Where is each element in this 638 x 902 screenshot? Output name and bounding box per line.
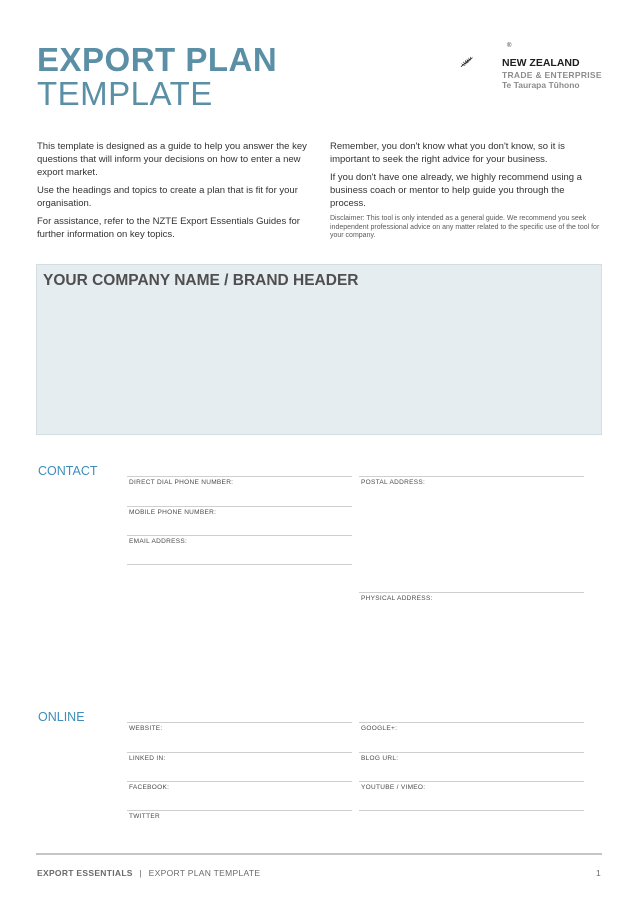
direct-phone-label: DIRECT DIAL PHONE NUMBER: <box>129 479 234 486</box>
intro-paragraph: Use the headings and topics to create a plan that is fit for your organisation. <box>37 185 298 209</box>
page-title-line2: TEMPLATE <box>37 75 213 112</box>
physical-address-label: PHYSICAL ADDRESS: <box>361 595 433 602</box>
mobile-phone-label: MOBILE PHONE NUMBER: <box>129 509 217 516</box>
logo-line-trade-enterprise: TRADE & ENTERPRISE <box>502 70 602 80</box>
footer-text <box>37 868 260 878</box>
footer-divider <box>36 853 602 855</box>
google-plus-label: GOOGLE+: <box>361 725 398 732</box>
youtube-vimeo-label: YOUTUBE / VIMEO: <box>361 784 426 791</box>
website-label: WEBSITE: <box>129 725 163 732</box>
logo-line-te-taurapa: Te Taurapa Tūhono <box>502 80 580 90</box>
field-divider <box>359 810 584 811</box>
blog-url-label: BLOG URL: <box>361 755 399 762</box>
intro-paragraph: For assistance, refer to the NZTE Export Essentials Guides for further information on key topics. <box>37 216 300 240</box>
field-divider <box>359 476 584 477</box>
field-divider <box>359 781 584 782</box>
fern-icon <box>460 44 506 82</box>
registered-mark: ® <box>507 43 512 49</box>
field-divider <box>127 810 352 811</box>
field-divider <box>359 592 584 593</box>
footer-separator: | <box>139 868 142 878</box>
intro-paragraph: This template is designed as a guide to help you answer the key questions that will inform your decisions on how to enter a new export market. <box>37 141 307 178</box>
facebook-label: FACEBOOK: <box>129 784 170 791</box>
email-label: EMAIL ADDRESS: <box>129 538 188 545</box>
linkedin-label: LINKED IN: <box>129 755 166 762</box>
field-divider <box>127 722 352 723</box>
field-divider <box>127 476 352 477</box>
disclaimer-text: Disclaimer: This tool is only intended as a general guide. We recommend you seek independent professional advice on any matter related to the specific use of the tool for your company. <box>330 215 600 240</box>
intro-paragraph: If you don't have one already, we highly recommend using a business coach or mentor to help guide you through the process. <box>330 172 582 209</box>
field-divider <box>359 722 584 723</box>
field-divider <box>359 752 584 753</box>
brand-header-title: YOUR COMPANY NAME / BRAND HEADER <box>43 272 359 289</box>
twitter-label: TWITTER <box>129 813 160 820</box>
field-divider <box>127 564 352 565</box>
field-divider <box>127 781 352 782</box>
logo-line-new-zealand: NEW ZEALAND <box>502 57 580 69</box>
footer-series: EXPORT ESSENTIALS <box>37 868 133 878</box>
intro-left-column <box>37 140 315 246</box>
footer-doc-title: EXPORT PLAN TEMPLATE <box>148 868 261 878</box>
contact-heading: CONTACT <box>38 464 98 478</box>
page-number: 1 <box>596 868 601 878</box>
intro-right-column <box>330 140 602 241</box>
postal-address-label: POSTAL ADDRESS: <box>361 479 426 486</box>
online-heading: ONLINE <box>38 710 85 724</box>
field-divider <box>127 506 352 507</box>
intro-paragraph: Remember, you don't know what you don't know, so it is important to seek the right advice for your business. <box>330 141 565 165</box>
field-divider <box>127 535 352 536</box>
page-title-line1: EXPORT PLAN <box>37 41 278 78</box>
field-divider <box>127 752 352 753</box>
